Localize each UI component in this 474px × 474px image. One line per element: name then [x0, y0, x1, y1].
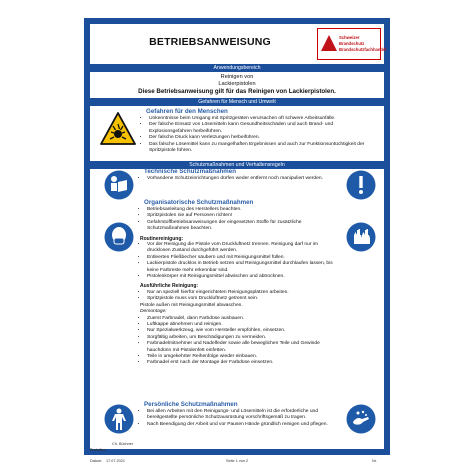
date-value: 17.07.2021: [106, 459, 126, 463]
logo-line-1: Schweizer: [339, 35, 360, 40]
scope-block: [90, 74, 384, 96]
technical-item: • Vorhandene Schutzeinrichtungen dürfen weder entfernt noch manipuliert werden.: [147, 176, 340, 182]
document-number-label: Nr.: [372, 459, 377, 463]
routine-heading: Routinereinigung:: [140, 235, 184, 242]
wash-hands-icon: [346, 404, 376, 439]
routine-item: • Entleerten Fließbecher säubern und mit Reinigungsmittel füllen.: [147, 255, 340, 261]
organisational-item: • Gefahrstoffbetriebsanweisungen der eingesetzten Stoffe für zusätzliche Schutzmaßnahmen beachten.: [147, 220, 340, 233]
instruction-sheet: [84, 18, 390, 455]
author-name: Ch. Büchner: [112, 442, 134, 446]
gloves-icon: [346, 222, 376, 257]
respirator-icon: [104, 222, 134, 257]
logo-line-2: Brandschutz: [339, 41, 365, 46]
dismantle-item: • Zuerst Farbnadel, dann Farbdüse ausbauen.: [147, 316, 340, 322]
organisational-heading: Organisatorische Schutzmaßnahmen: [144, 199, 254, 206]
personal-heading: Persönliche Schutzmaßnahmen: [144, 401, 238, 408]
technical-list: [140, 176, 340, 182]
page-title: BETRIEBSANWEISUNG: [149, 36, 271, 48]
routine-item: • Pistolenkörper mit Reinigungsmittel abwischen und abtrocknen.: [147, 274, 340, 280]
hazard-item: • Unkenntnisse beim Umgang mit Spritzgeräten verursachen oft schwere Arbeitsunfälle.: [149, 116, 374, 122]
hazard-item: • Der falsche Einsatz von Lösemitteln kann Gesundheitsschäden und auch Brand- und Explosionsgefahren herbeiführen.: [149, 122, 374, 135]
personal-item: • Nach Beendigung der Arbeit und vor Pausen Hände gründlich reinigen und pflegen.: [147, 422, 340, 428]
read-manual-icon: [104, 170, 134, 205]
dismantle-item: • Sorgfältig arbeiten, um Beschädigungen zu vermeiden.: [147, 335, 340, 341]
hazards-list: [142, 116, 374, 154]
dismantle-item: • Luftkappe abnehmen und reinigen.: [147, 322, 340, 328]
organisational-item: • Spritzpistolen nie auf Personen richten!: [147, 213, 340, 219]
full-cleaning-item: • Nur an speziell hierfür eingerichteten Reinigungsplätzen arbeiten.: [147, 290, 340, 296]
full-cleaning-note: Pistole außen mit Reinigungsmittel abwaschen.: [140, 302, 243, 308]
header: [90, 24, 387, 62]
scope-line-2: Lackierpistolen: [218, 81, 256, 88]
routine-item: • Lackierpistole drucklos in Betrieb setzen und Reinigungsmittel durchlaufen lassen, bis keine Farbreste mehr erkennbar sind.: [147, 261, 340, 274]
band-hazards: Gefahren für Mensch und Umwelt: [90, 98, 384, 106]
page-number: Seite 1 von 2: [226, 459, 249, 463]
organisational-item: • Betriebsanleitung des Herstellers beachten.: [147, 207, 340, 213]
logo-line-3: Brandschutzfachhandel: [339, 47, 387, 52]
dismantle-heading: Demontage:: [140, 309, 167, 315]
general-mandatory-icon: [346, 170, 376, 205]
band-measures: Schutzmaßnahmen und Verhaltensregeln: [90, 161, 384, 169]
hazard-item: • Der falsche Druck kann Verletzungen herbeiführen.: [149, 135, 374, 141]
protective-suit-icon: [104, 404, 134, 439]
sheet-content: [90, 24, 387, 449]
scope-line-1: Reinigen von: [220, 74, 254, 80]
dismantle-item: • Teile in umgekehrter Reihenfolge wieder einbauen.: [147, 354, 340, 360]
hazards-heading: Gefahren für den Menschen: [146, 108, 228, 115]
logo-triangle-icon: [321, 35, 337, 51]
full-cleaning-item: • Spritzpistole muss vom Druckluftnetz getrennt sein.: [147, 296, 340, 302]
dismantle-item: • Nur Spezialwerkzeug, wie vom Hersteller empfohlen, einsetzen.: [147, 328, 340, 334]
technical-heading: Technische Schutzmaßnahmen: [144, 168, 237, 175]
company-logo: [317, 28, 387, 60]
routine-item: • Vor der Reinigung die Pistole vom Druckluftnetz trennen. Reinigung darf nur im drucklosen Zustand durchgeführt werden.: [147, 242, 340, 255]
hazard-item: • Das falsche Lösemittel kann zu mangelhaften Ergebnissen und auch zur Funktionsuntüchtigkeit der Spritzpistole führen.: [149, 142, 374, 155]
author-label: Ersteller:: [90, 448, 107, 452]
band-scope: Anwendungsbereich: [90, 64, 384, 72]
explosive-hazard-icon: [100, 112, 136, 150]
scope-line-3: Diese Betriebsanweisung gilt für das Reinigen von Lackierpistolen.: [138, 88, 336, 96]
personal-list: [140, 409, 340, 428]
full-cleaning-heading: Ausführliche Reinigung:: [140, 283, 199, 290]
date-label: Datum:: [90, 459, 103, 463]
dismantle-item: • Farbnadelmitnehmer und Nadelfeder sowie alle beweglichen Teile und Gewinde hauchdünn mit Pistolenfett einfetten.: [147, 341, 340, 354]
organisational-block: [140, 207, 340, 367]
dismantle-item: • Farbnadel erst nach der Montage der Farbdüse einsetzen.: [147, 360, 340, 366]
personal-item: • Bei allen Arbeiten mit den Reinigungs- und Lösemitteln ist die erforderliche und bereitgestellte persönliche Schutzausrüstung vorschriftsgemäß zu tragen.: [147, 409, 340, 422]
